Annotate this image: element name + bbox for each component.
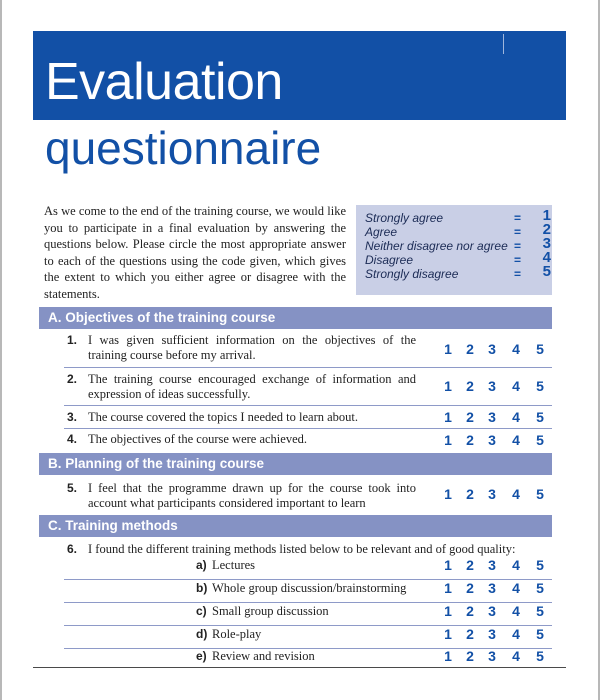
scale-row [365,249,551,267]
rating-1[interactable]: 1 [444,432,452,448]
section-title: B. Planning of the training course [48,456,265,471]
title-line-1: Evaluation [45,53,283,111]
scale-row [365,207,551,225]
rating-3[interactable]: 3 [488,648,496,664]
scale-value: 3 [542,235,551,252]
rating-3[interactable]: 3 [488,603,496,619]
rating-options [442,432,554,448]
rating-5[interactable]: 5 [536,603,544,619]
scale-row [365,263,551,281]
question-3 [64,410,552,429]
scale-equals: = [514,211,522,225]
intro-text: As we come to the end of the training course, we would like you to participate in a final evaluation by answering the questions below. Please circle the most appropriate answer to each of the questions using the code given, which gives the extent to which you either agree or disagree with the statements. [44,204,346,301]
rating-options [442,626,554,642]
page-border-left [0,0,2,700]
method-text: Lectures [212,558,256,572]
method-text: Review and revision [212,649,315,663]
rating-1[interactable]: 1 [444,603,452,619]
scale-equals: = [514,239,522,253]
rating-scale-legend [356,205,552,295]
rating-5[interactable]: 5 [536,580,544,596]
rating-4[interactable]: 4 [512,557,520,573]
rating-5[interactable]: 5 [536,557,544,573]
question-4 [64,432,552,450]
question-6 [64,542,552,558]
method-item-b [64,580,552,603]
method-text: Role-play [212,627,262,641]
rating-2[interactable]: 2 [466,486,474,502]
rating-options [442,603,554,619]
scale-label: Disagree [365,253,414,267]
bottom-rule [33,667,566,668]
scale-value: 4 [542,249,551,266]
question-number: 3. [67,410,78,424]
question-5 [64,481,552,513]
rating-3[interactable]: 3 [488,341,496,357]
rating-4[interactable]: 4 [512,580,520,596]
rating-options [442,557,554,573]
question-text: The objectives of the course were achieved. [88,432,307,446]
question-number: 1. [67,333,78,347]
rating-1[interactable]: 1 [444,409,452,425]
rating-4[interactable]: 4 [512,648,520,664]
method-letter: b) [196,581,208,595]
rating-4[interactable]: 4 [512,432,520,448]
method-letter: d) [196,627,208,641]
question-text: I feel that the programme drawn up for the course took into account what participants considered important to learn [88,481,416,510]
rating-5[interactable]: 5 [536,486,544,502]
rating-2[interactable]: 2 [466,580,474,596]
scale-value: 1 [542,207,551,224]
scale-row [365,221,551,239]
scale-label: Strongly agree [365,211,444,225]
rating-5[interactable]: 5 [536,432,544,448]
rating-2[interactable]: 2 [466,378,474,394]
rating-4[interactable]: 4 [512,341,520,357]
question-number: 6. [67,542,78,556]
rating-5[interactable]: 5 [536,648,544,664]
rating-options [442,486,554,502]
section-c-header [39,515,552,537]
method-text: Small group discussion [212,604,329,618]
scale-value: 5 [542,263,551,280]
rating-1[interactable]: 1 [444,580,452,596]
method-letter: c) [196,604,207,618]
scale-value: 2 [542,221,551,238]
rating-4[interactable]: 4 [512,486,520,502]
method-item-a [64,557,552,580]
method-item-c [64,603,552,626]
rating-2[interactable]: 2 [466,648,474,664]
rating-4[interactable]: 4 [512,409,520,425]
scale-row [365,235,551,253]
rating-5[interactable]: 5 [536,409,544,425]
rating-3[interactable]: 3 [488,557,496,573]
rating-4[interactable]: 4 [512,626,520,642]
rating-3[interactable]: 3 [488,432,496,448]
rating-1[interactable]: 1 [444,486,452,502]
question-1 [64,333,552,368]
rating-5[interactable]: 5 [536,341,544,357]
scale-label: Neither disagree nor agree [365,239,508,253]
rating-3[interactable]: 3 [488,486,496,502]
rating-3[interactable]: 3 [488,580,496,596]
question-text: I found the different training methods listed below to be relevant and of good quality: [88,542,516,556]
rating-options [442,409,554,425]
rating-2[interactable]: 2 [466,409,474,425]
rating-1[interactable]: 1 [444,378,452,394]
scale-label: Strongly disagree [365,267,459,281]
scale-equals: = [514,253,522,267]
rating-1[interactable]: 1 [444,626,452,642]
rating-1[interactable]: 1 [444,341,452,357]
question-text: I was given sufficient information on the objectives of the training course before my arrival. [88,333,416,362]
rating-2[interactable]: 2 [466,341,474,357]
question-2 [64,372,552,406]
method-text: Whole group discussion/brainstorming [212,581,407,595]
banner-tick [503,34,504,54]
rating-3[interactable]: 3 [488,378,496,394]
rating-5[interactable]: 5 [536,626,544,642]
section-title: C. Training methods [48,518,178,533]
rating-4[interactable]: 4 [512,378,520,394]
method-item-d [64,626,552,649]
scale-label: Agree [365,225,398,239]
method-letter: a) [196,558,207,572]
rating-2[interactable]: 2 [466,557,474,573]
rating-2[interactable]: 2 [466,432,474,448]
question-number: 2. [67,372,78,386]
scale-equals: = [514,267,522,281]
question-number: 4. [67,432,78,446]
title-line-2: questionnaire [45,122,322,174]
method-letter: e) [196,649,207,663]
rating-3[interactable]: 3 [488,626,496,642]
section-a-header [39,307,552,329]
rating-options [442,378,554,394]
rating-2[interactable]: 2 [466,626,474,642]
rating-options [442,648,554,664]
rating-5[interactable]: 5 [536,378,544,394]
rating-4[interactable]: 4 [512,603,520,619]
question-number: 5. [67,481,78,495]
rating-1[interactable]: 1 [444,557,452,573]
section-title: A. Objectives of the training course [48,310,276,325]
rating-options [442,341,554,357]
section-b-header [39,453,552,475]
rating-1[interactable]: 1 [444,648,452,664]
question-text: The course covered the topics I needed to learn about. [88,410,359,424]
question-text: The training course encouraged exchange of information and expression of ideas successfully. [88,372,416,401]
rating-options [442,580,554,596]
scale-equals: = [514,225,522,239]
rating-2[interactable]: 2 [466,603,474,619]
rating-3[interactable]: 3 [488,409,496,425]
